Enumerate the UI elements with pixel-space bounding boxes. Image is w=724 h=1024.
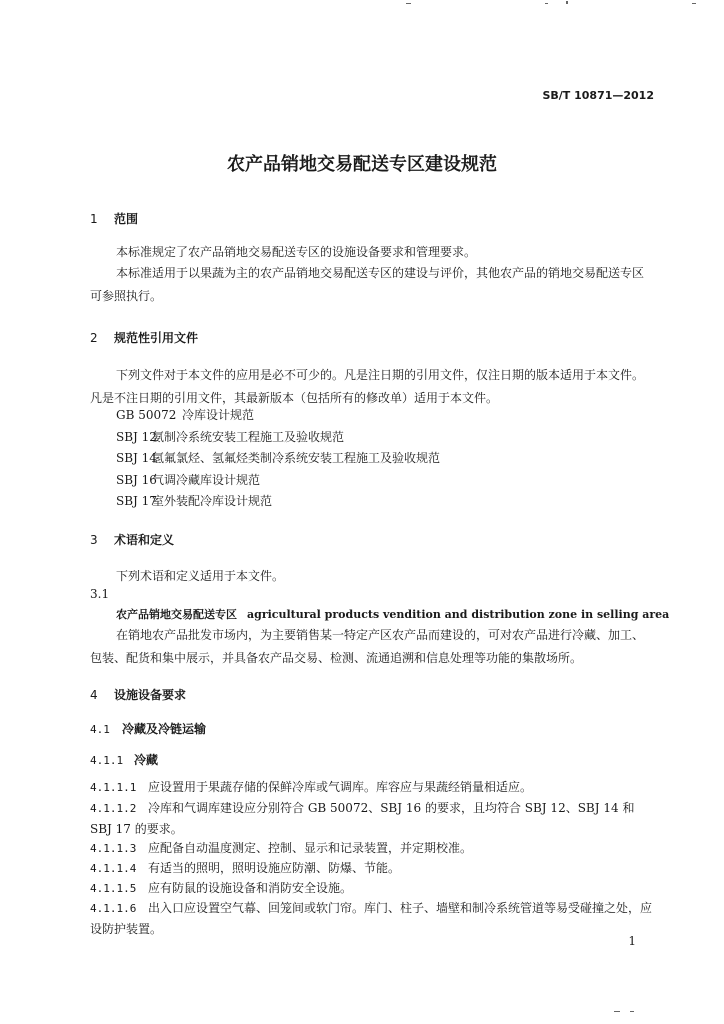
scan-speck	[692, 3, 696, 4]
scan-speck	[630, 1011, 634, 1012]
subsection-number: 4.1	[90, 723, 110, 736]
clause-text: 出入口应设置空气幕、回笼间或软门帘。库门、柱子、墙壁和制冷系统管道等易受碰撞之处，应设防护装置。	[90, 901, 653, 936]
clause-number: 4.1.1.5	[90, 882, 137, 895]
scan-speck	[545, 3, 548, 4]
clause-item	[90, 859, 400, 876]
document-title: 农产品销地交易配送专区建设规范	[227, 154, 497, 175]
section-number: 1	[90, 212, 98, 226]
clause-text: 冷库和气调库建设应分别符合 GB 50072、SBJ 16 的要求，且均符合 SBJ 12、SBJ 14 和 SBJ 17 的要求。	[90, 801, 635, 836]
term-entry	[116, 606, 669, 622]
paragraph: 本标准适用于以果蔬为主的农产品销地交易配送专区的建设与评价，其他农产品的销地交易配送专区可参照执行。	[90, 266, 645, 303]
subsection-4-1-heading	[90, 720, 206, 737]
section-3-heading	[90, 531, 174, 548]
section-1-heading	[90, 210, 138, 227]
subsection-number: 4.1.1	[90, 754, 124, 767]
clause-item	[90, 778, 532, 795]
reference-name: 冷库设计规范	[182, 408, 255, 422]
subsection-4-1-1-heading	[90, 751, 158, 768]
clause-text: 有适当的照明，照明设施应防潮、防爆、节能。	[148, 861, 401, 875]
reference-item	[116, 428, 344, 445]
paragraph: 下列术语和定义适用于本文件。	[116, 569, 285, 583]
reference-name: 室外装配冷库设计规范	[152, 494, 273, 508]
reference-code: SBJ 12	[116, 430, 157, 444]
reference-code: SBJ 16	[116, 473, 157, 487]
clause-number: 4.1.1.6	[90, 902, 137, 915]
clause-item	[90, 839, 472, 856]
reference-code: SBJ 17	[116, 494, 157, 508]
reference-code: SBJ 14	[116, 451, 157, 465]
section-title: 规范性引用文件	[114, 331, 199, 345]
reference-name: 氢氟氯烃、氢氟烃类制冷系统安装工程施工及验收规范	[152, 451, 441, 465]
scan-speck	[614, 1011, 620, 1012]
scan-speck	[406, 3, 411, 4]
section-4-heading	[90, 686, 186, 703]
clause-number: 4.1.1.4	[90, 862, 137, 875]
clause-item	[90, 898, 660, 939]
section-title: 范围	[114, 212, 139, 226]
paragraph: 本标准规定了农产品销地交易配送专区的设施设备要求和管理要求。	[116, 245, 477, 259]
section-title: 术语和定义	[114, 533, 175, 547]
standard-number: SB/T 10871—2012	[542, 89, 654, 102]
clause-text: 应配备自动温度测定、控制、显示和记录装置，并定期校准。	[148, 841, 473, 855]
reference-name: 氨制冷系统安装工程施工及验收规范	[152, 430, 345, 444]
section-title: 设施设备要求	[114, 688, 187, 702]
section-number: 3	[90, 533, 98, 547]
subsection-title: 冷藏	[134, 753, 159, 767]
paragraph: 下列文件对于本文件的应用是必不可少的。凡是注日期的引用文件，仅注日期的版本适用于本文件。凡是不注日期的引用文件，其最新版本（包括所有的修改单）适用于本文件。	[90, 368, 645, 405]
reference-code: GB 50072	[116, 408, 177, 422]
reference-item	[116, 406, 254, 423]
clause-text: 应有防鼠的设施设备和消防安全设施。	[148, 881, 353, 895]
clause-number: 4.1.1.2	[90, 802, 137, 815]
reference-item	[116, 492, 272, 509]
reference-item	[116, 449, 440, 466]
subsection-title: 冷藏及冷链运输	[122, 722, 207, 736]
clause-number: 4.1.1.3	[90, 842, 137, 855]
clause-number: 4.1.1.1	[90, 781, 137, 794]
section-2-heading	[90, 329, 198, 346]
clause-number: 3.1	[90, 587, 110, 601]
clause-item	[90, 798, 660, 840]
page-number: 1	[628, 934, 636, 948]
clause-text: 应设置用于果蔬存储的保鲜冷库或气调库。库容应与果蔬经销量相适应。	[148, 780, 533, 794]
clause-item	[90, 879, 352, 896]
term-definition: 在销地农产品批发市场内，为主要销售某一特定产区农产品而建设的，可对农产品进行冷藏、加工、包装、配货和集中展示，并具备农产品交易、检测、流通追溯和信息处理等功能的集散场所。	[90, 628, 645, 665]
term-chinese: 农产品销地交易配送专区	[116, 608, 237, 621]
reference-name: 气调冷藏库设计规范	[152, 473, 261, 487]
term-english: agricultural products vendition and distribution zone in selling area	[247, 608, 670, 621]
section-number: 2	[90, 331, 98, 345]
reference-item	[116, 471, 260, 488]
scan-speck	[566, 1, 568, 4]
section-number: 4	[90, 688, 98, 702]
